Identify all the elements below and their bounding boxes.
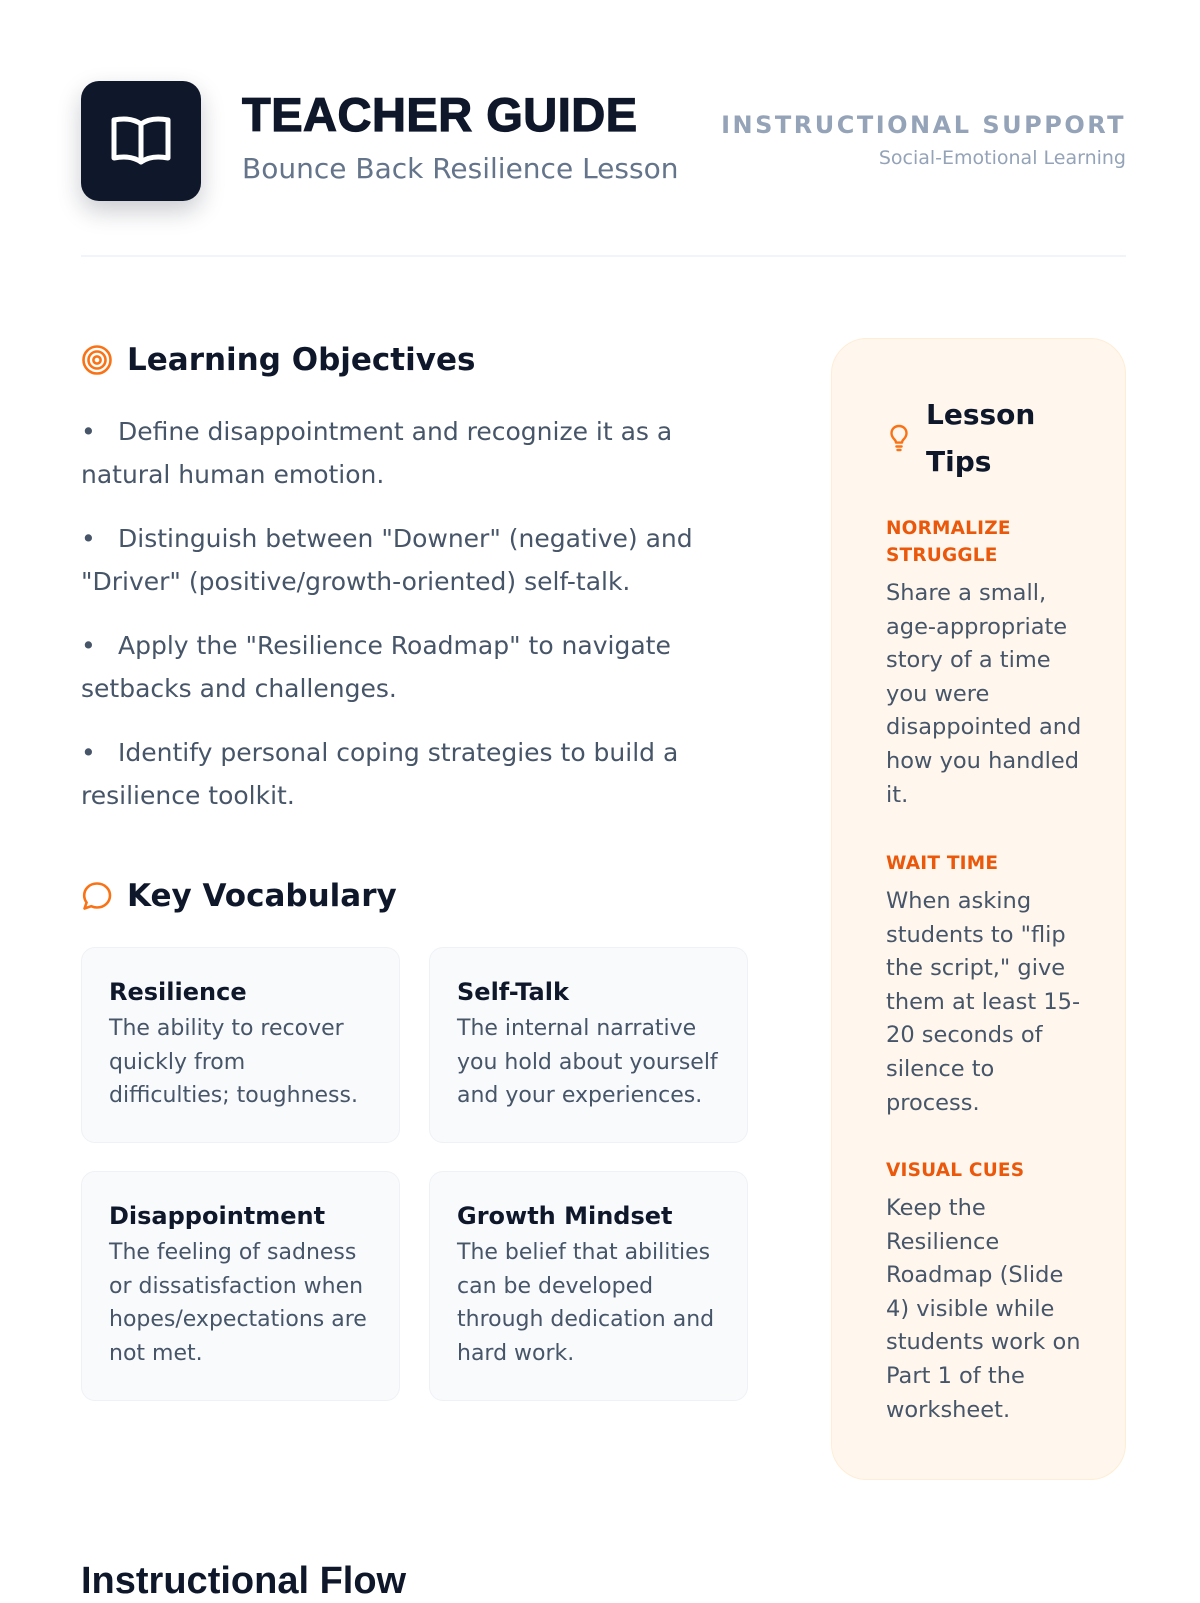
tips-heading bbox=[888, 391, 1046, 485]
lesson-tips-panel bbox=[831, 338, 1126, 1480]
lightbulb-icon bbox=[888, 423, 910, 453]
objectives-heading bbox=[81, 342, 475, 378]
page-subtitle: Bounce Back Resilience Lesson bbox=[242, 152, 679, 185]
tip-wait-time bbox=[886, 850, 1086, 1120]
open-book-icon bbox=[110, 114, 172, 168]
tip-label: WAIT TIME bbox=[886, 853, 999, 874]
tip-visual-cues bbox=[886, 1157, 1086, 1427]
bullet: • bbox=[81, 738, 96, 767]
tip-normalize-struggle bbox=[886, 515, 1086, 812]
tip-label: NORMALIZE STRUGGLE bbox=[886, 518, 1011, 566]
objective-text: Define disappointment and recognize it as a natural human emotion. bbox=[81, 417, 673, 489]
objectives-heading-text: Learning Objectives bbox=[127, 342, 476, 378]
list-item bbox=[81, 624, 721, 710]
tips-heading-text: Lesson Tips bbox=[926, 398, 1036, 478]
vocab-term: Disappointment bbox=[109, 1202, 326, 1230]
tip-body: Keep the Resilience Roadmap (Slide 4) visible while students work on Part 1 of the worksheet. bbox=[886, 1195, 1081, 1423]
bullet: • bbox=[81, 524, 96, 553]
vocab-card-resilience bbox=[81, 947, 400, 1143]
vocab-definition: The ability to recover quickly from difficulties; toughness. bbox=[109, 1016, 358, 1108]
speech-bubble-icon bbox=[81, 880, 113, 912]
tip-body: Share a small, age-appropriate story of a time you were disappointed and how you handled it. bbox=[886, 580, 1082, 808]
vocabulary-heading-text: Key Vocabulary bbox=[127, 878, 397, 914]
objectives-list bbox=[81, 410, 721, 838]
vocab-card-self-talk bbox=[429, 947, 748, 1143]
vocab-definition: The belief that abilities can be developed through dedication and hard work. bbox=[457, 1240, 715, 1366]
objective-text: Identify personal coping strategies to build a resilience toolkit. bbox=[81, 738, 679, 810]
tip-body: When asking students to "flip the script," give them at least 15-20 seconds of silence to process. bbox=[886, 888, 1081, 1116]
logo-badge bbox=[81, 81, 201, 201]
vocab-card-growth-mindset bbox=[429, 1171, 748, 1401]
header-divider bbox=[81, 255, 1126, 257]
vocab-term: Self-Talk bbox=[457, 978, 569, 1006]
bullet: • bbox=[81, 417, 96, 446]
objective-text: Apply the "Resilience Roadmap" to navigate setbacks and challenges. bbox=[81, 631, 671, 703]
target-icon bbox=[81, 344, 113, 376]
bullet: • bbox=[81, 631, 96, 660]
header-meta bbox=[721, 111, 1126, 169]
tip-label: VISUAL CUES bbox=[886, 1160, 1025, 1181]
vocab-definition: The internal narrative you hold about yourself and your experiences. bbox=[457, 1016, 718, 1108]
header-kicker: INSTRUCTIONAL SUPPORT bbox=[721, 111, 1126, 139]
list-item bbox=[81, 731, 721, 817]
list-item bbox=[81, 410, 721, 496]
objective-text: Distinguish between "Downer" (negative) and "Driver" (positive/growth-oriented) self-talk. bbox=[81, 524, 693, 596]
vocab-term: Growth Mindset bbox=[457, 1202, 673, 1230]
vocabulary-heading bbox=[81, 878, 397, 914]
header-category: Social-Emotional Learning bbox=[878, 147, 1126, 169]
vocab-card-disappointment bbox=[81, 1171, 400, 1401]
list-item bbox=[81, 517, 721, 603]
vocab-term: Resilience bbox=[109, 978, 247, 1006]
vocab-definition: The feeling of sadness or dissatisfaction when hopes/expectations are not met. bbox=[109, 1240, 367, 1366]
page-title: TEACHER GUIDE bbox=[242, 88, 638, 141]
teacher-guide-page bbox=[81, 0, 1126, 1600]
instructional-flow-heading: Instructional Flow bbox=[81, 1560, 407, 1602]
